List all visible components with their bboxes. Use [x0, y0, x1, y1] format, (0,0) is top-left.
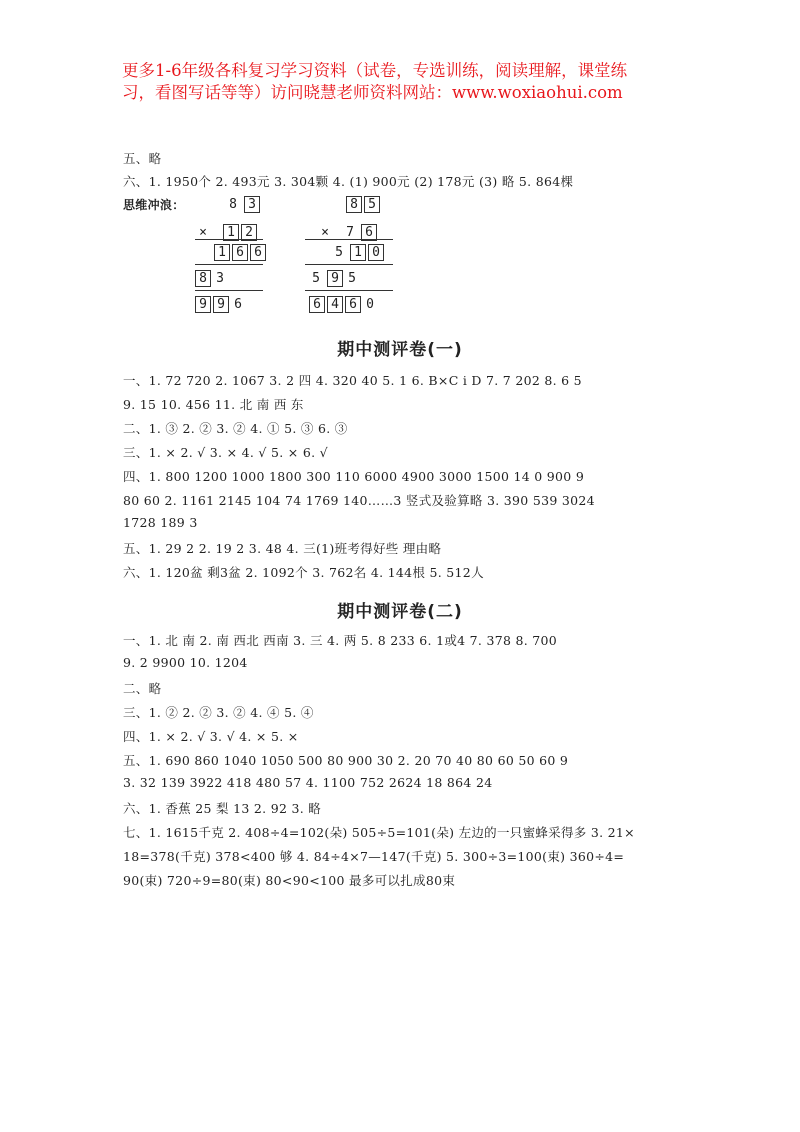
exam1-title: 期中测评卷(一)	[337, 340, 463, 360]
exam1-line-9: 六、1. 120盆 剩3盆 2. 1092个 3. 762名 4. 144根 5. 512人	[123, 565, 484, 580]
exam2-line-5: 四、1. × 2. √ 3. √ 4. × 5. ×	[123, 729, 299, 744]
exam1-line-3: 二、1. ③ 2. ② 3. ② 4. ① 5. ③ 6. ③	[123, 421, 348, 436]
exam1-line-1: 一、1. 72 720 2. 1067 3. 2 四 4. 320 40 5. 1 6. B×C i D 7. 7 202 8. 6 5	[123, 373, 582, 388]
exam2-title: 期中测评卷(二)	[337, 602, 463, 622]
exam2-line-3: 二、略	[123, 681, 162, 696]
exam2-line-9: 七、1. 1615千克 2. 408÷4=102(朵) 505÷5=101(朵) 左边的一只蜜蜂采得多 3. 21×	[123, 825, 635, 840]
promo-banner	[122, 60, 702, 104]
thinking-challenge-label: 思维冲浪：	[123, 198, 185, 212]
exam2-line-7: 3. 32 139 3922 418 480 57 4. 1100 752 2624 18 864 24	[123, 775, 493, 790]
promo-line-2: 习，看图写话等等）访问晓慧老师资料网站：www.woxiaohui.com	[122, 83, 623, 102]
exam2-line-8: 六、1. 香蕉 25 梨 13 2. 92 3. 略	[123, 801, 322, 816]
exam2-line-10: 18=378(千克) 378<400 够 4. 84÷4×7—147(千克) 5. 300÷3=100(束) 360÷4=	[123, 849, 625, 864]
promo-line-1: 更多1-6年级各科复习学习资料（试卷，专选训练，阅读理解，课堂练	[122, 61, 628, 80]
exam2-line-2: 9. 2 9900 10. 1204	[123, 655, 248, 670]
exam2-line-4: 三、1. ② 2. ② 3. ② 4. ④ 5. ④	[123, 705, 314, 720]
exam2-line-1: 一、1. 北 南 2. 南 西北 西南 3. 三 4. 两 5. 8 233 6. 1或4 7. 378 8. 700	[123, 633, 558, 648]
exam1-line-2: 9. 15 10. 456 11. 北 南 西 东	[123, 397, 304, 412]
exam1-line-4: 三、1. × 2. √ 3. × 4. √ 5. × 6. √	[123, 445, 328, 460]
prev-section-6: 六、1. 1950个 2. 493元 3. 304颗 4. (1) 900元 (2) 178元 (3) 略 5. 864棵	[123, 174, 574, 189]
exam2-line-11: 90(束) 720÷9=80(束) 80<90<100 最多可以扎成80束	[123, 873, 456, 888]
exam1-line-5: 四、1. 800 1200 1000 1800 300 110 6000 4900 3000 1500 14 0 900 9	[123, 469, 585, 484]
exam1-line-7: 1728 189 3	[123, 515, 198, 530]
exam2-line-6: 五、1. 690 860 1040 1050 500 80 900 30 2. 20 70 40 80 60 50 60 9	[123, 753, 569, 768]
prev-section-5: 五、略	[123, 151, 162, 166]
exam1-line-8: 五、1. 29 2 2. 19 2 3. 48 4. 三(1)班考得好些 理由略	[123, 541, 442, 556]
exam1-line-6: 80 60 2. 1161 2145 104 74 1769 140……3 竖式及验算略 3. 390 539 3024	[123, 493, 595, 508]
